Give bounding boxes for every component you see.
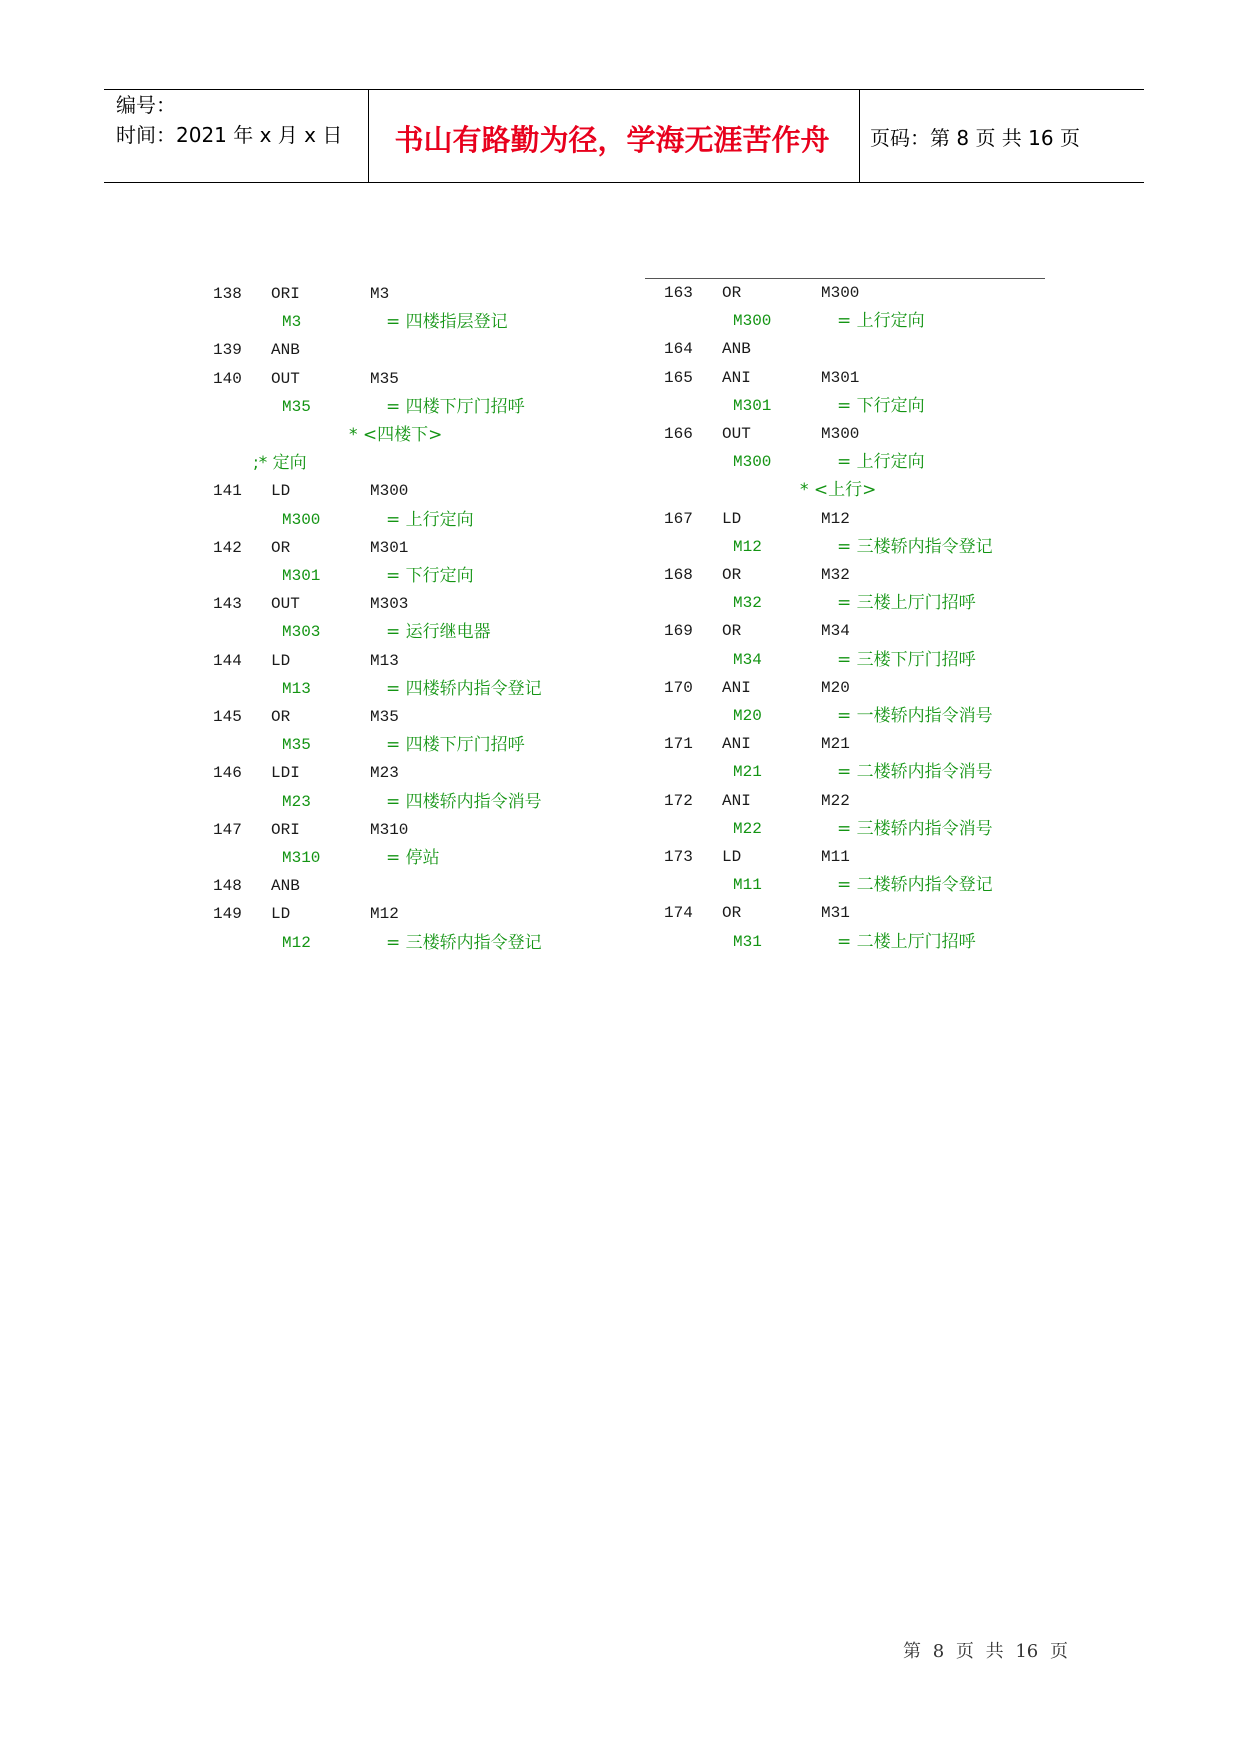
device-operand: M300 xyxy=(821,425,860,443)
comment-device: M12 xyxy=(282,933,311,952)
instruction-mnemonic: ANB xyxy=(271,341,300,360)
step-number: 174 xyxy=(664,904,693,923)
header-divider-left xyxy=(368,89,369,182)
step-number: 141 xyxy=(213,482,242,501)
comment-device: M20 xyxy=(733,707,762,725)
header-bottom-rule xyxy=(104,182,1144,183)
step-number: 163 xyxy=(664,284,693,302)
instruction-mnemonic: OR xyxy=(722,622,742,641)
instruction-mnemonic: OR xyxy=(271,708,291,726)
device-operand: M11 xyxy=(821,848,850,866)
comment-device: M301 xyxy=(282,567,321,585)
device-comment: = 二楼轿内指令消号 xyxy=(837,762,993,783)
instruction-mnemonic: ANI xyxy=(722,791,751,810)
comment-device: M301 xyxy=(733,396,772,415)
step-number: 143 xyxy=(213,595,242,614)
instruction-mnemonic: ANI xyxy=(722,735,751,754)
step-number: 166 xyxy=(664,425,693,443)
device-comment: = 停站 xyxy=(386,848,440,868)
device-operand: M35 xyxy=(370,708,399,726)
device-comment: = 下行定向 xyxy=(386,566,474,586)
step-number: 165 xyxy=(664,368,693,387)
step-number: 172 xyxy=(664,791,693,810)
device-comment: = 四楼轿内指令登记 xyxy=(386,678,542,699)
step-number: 169 xyxy=(664,622,693,641)
comment-device: M35 xyxy=(282,736,311,755)
step-number: 170 xyxy=(664,678,693,697)
device-operand: M3 xyxy=(370,285,390,303)
step-number: 168 xyxy=(664,566,693,584)
step-number: 142 xyxy=(213,538,242,557)
device-comment: = 运行继电器 xyxy=(386,622,491,643)
device-comment: = 三楼轿内指令消号 xyxy=(837,818,993,839)
device-operand: M20 xyxy=(821,678,850,697)
instruction-mnemonic: ANB xyxy=(271,877,300,896)
device-comment: = 下行定向 xyxy=(837,395,925,416)
instruction-mnemonic: OR xyxy=(722,284,742,302)
step-number: 146 xyxy=(213,764,242,783)
instruction-mnemonic: LD xyxy=(722,848,742,866)
device-operand: M310 xyxy=(370,820,409,839)
step-number: 171 xyxy=(664,735,693,754)
instruction-mnemonic: ORI xyxy=(271,820,300,839)
comment-device: M23 xyxy=(282,792,311,811)
device-comment: = 四楼下厅门招呼 xyxy=(386,735,525,756)
block-note: * <上行> xyxy=(800,480,877,501)
device-operand: M300 xyxy=(821,284,860,302)
comment-device: M3 xyxy=(282,313,302,332)
step-number: 144 xyxy=(213,651,242,670)
header-page-code: 页码：第 8 页 共 16 页 xyxy=(870,126,1080,150)
device-comment: = 二楼上厅门招呼 xyxy=(837,931,976,952)
right-column-rule xyxy=(645,278,1045,279)
header-divider-right xyxy=(859,89,860,182)
device-comment: = 四楼下厅门招呼 xyxy=(386,396,525,417)
step-number: 145 xyxy=(213,708,242,726)
device-operand: M12 xyxy=(370,905,399,924)
step-number: 149 xyxy=(213,905,242,924)
comment-device: M300 xyxy=(282,510,321,529)
device-comment: = 四楼指层登记 xyxy=(386,312,508,333)
comment-device: M303 xyxy=(282,623,321,642)
instruction-mnemonic: ORI xyxy=(271,285,300,303)
instruction-mnemonic: LD xyxy=(722,509,742,528)
instruction-mnemonic: LDI xyxy=(271,764,300,783)
device-comment: = 三楼轿内指令登记 xyxy=(837,536,993,557)
comment-device: M300 xyxy=(733,453,772,472)
comment-device: M32 xyxy=(733,594,762,613)
device-operand: M301 xyxy=(821,368,860,387)
step-number: 140 xyxy=(213,369,242,388)
instruction-mnemonic: OR xyxy=(722,566,742,584)
comment-device: M300 xyxy=(733,312,772,331)
step-number: 139 xyxy=(213,341,242,360)
device-operand: M21 xyxy=(821,735,850,754)
instruction-mnemonic: OUT xyxy=(271,369,300,388)
instruction-mnemonic: OR xyxy=(722,904,742,923)
instruction-mnemonic: OUT xyxy=(271,595,300,614)
instruction-mnemonic: LD xyxy=(271,905,291,924)
step-number: 164 xyxy=(664,340,693,359)
step-number: 147 xyxy=(213,820,242,839)
device-comment: = 三楼轿内指令登记 xyxy=(386,932,542,953)
instruction-mnemonic: ANI xyxy=(722,368,751,387)
device-comment: = 一楼轿内指令消号 xyxy=(837,706,993,726)
step-number: 138 xyxy=(213,285,242,303)
comment-device: M13 xyxy=(282,679,311,698)
device-operand: M303 xyxy=(370,595,409,614)
device-comment: = 上行定向 xyxy=(386,509,474,530)
device-operand: M22 xyxy=(821,791,850,810)
device-operand: M35 xyxy=(370,369,399,388)
document-number-label: 编号： xyxy=(116,93,176,117)
device-operand: M301 xyxy=(370,538,409,557)
instruction-mnemonic: ANB xyxy=(722,340,751,359)
device-comment: = 上行定向 xyxy=(837,311,925,332)
device-operand: M32 xyxy=(821,566,850,584)
comment-device: M35 xyxy=(282,397,311,416)
instruction-mnemonic: OR xyxy=(271,538,291,557)
comment-device: M310 xyxy=(282,849,321,867)
step-number: 173 xyxy=(664,848,693,866)
comment-device: M11 xyxy=(733,876,762,895)
instruction-mnemonic: LD xyxy=(271,651,291,670)
device-comment: = 四楼轿内指令消号 xyxy=(386,791,542,812)
device-operand: M12 xyxy=(821,509,850,528)
header-meta xyxy=(116,90,342,150)
comment-device: M21 xyxy=(733,763,762,782)
block-note: * <四楼下> xyxy=(349,425,443,445)
instruction-mnemonic: ANI xyxy=(722,678,751,697)
device-operand: M13 xyxy=(370,651,399,670)
device-comment: = 上行定向 xyxy=(837,452,925,473)
device-operand: M31 xyxy=(821,904,850,923)
step-number: 148 xyxy=(213,877,242,896)
device-operand: M34 xyxy=(821,622,850,641)
header-motto: 书山有路勤为径，学海无涯苦作舟 xyxy=(394,123,830,157)
device-comment: = 二楼轿内指令登记 xyxy=(837,875,993,896)
comment-device: M34 xyxy=(733,650,762,669)
device-operand: M23 xyxy=(370,764,399,783)
instruction-mnemonic: OUT xyxy=(722,425,751,443)
device-comment: = 三楼下厅门招呼 xyxy=(837,649,976,670)
step-number: 167 xyxy=(664,509,693,528)
comment-device: M22 xyxy=(733,819,762,838)
instruction-mnemonic: LD xyxy=(271,482,291,501)
page-footer: 第 8 页 共 16 页 xyxy=(903,1641,1068,1662)
device-comment: = 三楼上厅门招呼 xyxy=(837,593,976,614)
device-operand: M300 xyxy=(370,482,409,501)
comment-device: M12 xyxy=(733,537,762,556)
document-time-label: 时间：2021 年 x 月 x 日 xyxy=(116,123,343,147)
comment-device: M31 xyxy=(733,932,762,951)
block-note: ;* 定向 xyxy=(253,453,307,474)
